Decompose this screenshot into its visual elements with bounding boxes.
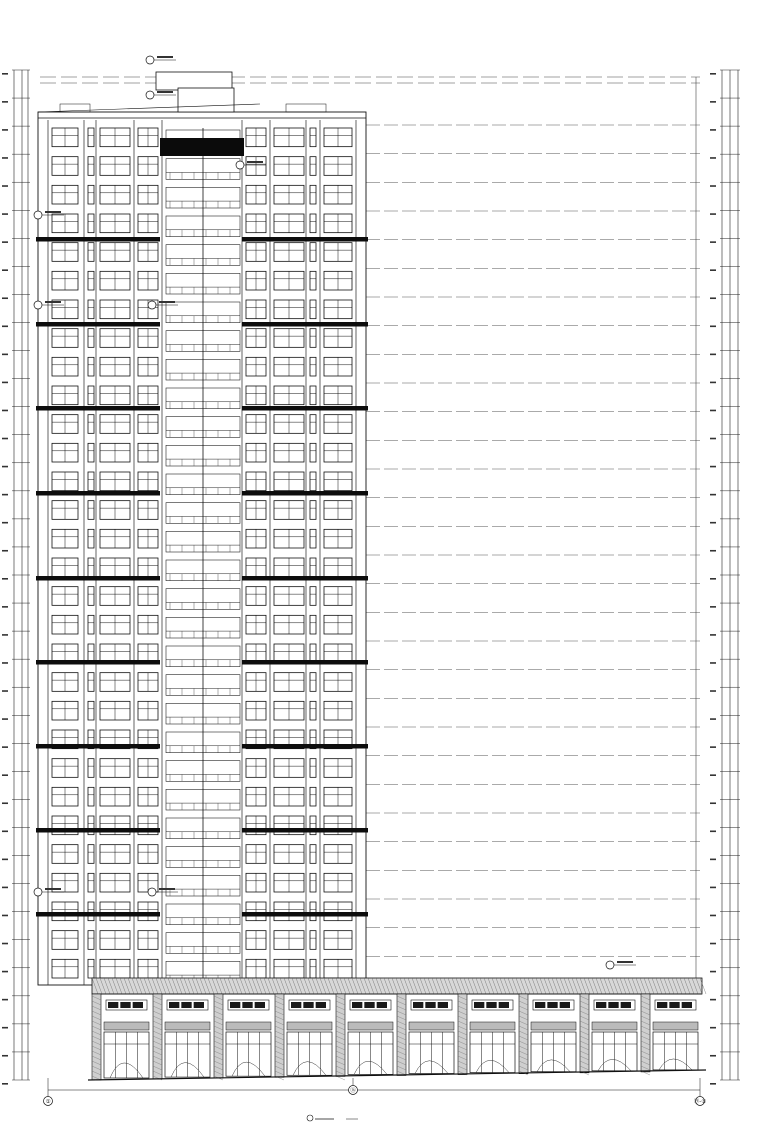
podium-pier	[336, 994, 345, 1076]
dimension-text	[2, 887, 8, 889]
machine-room	[156, 72, 232, 90]
tower-window	[88, 501, 94, 520]
tower-window	[88, 673, 94, 692]
dimension-text	[710, 999, 716, 1001]
tower-window	[88, 787, 94, 806]
tower-window	[88, 329, 94, 348]
detail-note	[159, 301, 175, 303]
tower-window	[88, 587, 94, 606]
detail-bubble	[34, 211, 42, 219]
tower-window	[88, 157, 94, 176]
dimension-text	[710, 802, 716, 804]
dimension-text	[710, 690, 716, 692]
upper-glass	[291, 1002, 301, 1008]
upper-glass	[682, 1002, 692, 1008]
upper-glass	[133, 1002, 143, 1008]
dimension-text	[2, 522, 8, 524]
detail-note	[247, 161, 263, 163]
tower-window	[88, 959, 94, 978]
dimension-text	[710, 269, 716, 271]
roof-parapet	[38, 72, 326, 112]
tower-window	[310, 300, 316, 319]
tower-window	[310, 529, 316, 548]
tower-window	[88, 931, 94, 950]
detail-note	[45, 211, 61, 213]
dimension-text	[710, 73, 716, 75]
detail-bubble	[146, 56, 154, 64]
dimension-text	[2, 1083, 8, 1085]
dimension-text	[710, 382, 716, 384]
floor-band	[242, 406, 368, 411]
floor-band	[242, 322, 368, 327]
upper-glass	[413, 1002, 423, 1008]
upper-glass	[608, 1002, 618, 1008]
tower-window	[310, 472, 316, 491]
floor-band	[36, 237, 160, 242]
tower-window	[88, 214, 94, 233]
dimension-text	[710, 662, 716, 664]
shop-canopy	[348, 1022, 393, 1030]
dimension-text	[2, 1027, 8, 1029]
upper-glass	[547, 1002, 557, 1008]
tower-window	[88, 615, 94, 634]
dimension-text	[2, 326, 8, 328]
dimension-text	[710, 1083, 716, 1085]
dimension-text	[710, 494, 716, 496]
podium-facade	[88, 978, 706, 1080]
upper-glass	[596, 1002, 606, 1008]
tower-window	[310, 357, 316, 376]
upper-glass	[316, 1002, 326, 1008]
axis-label: ⑲-①	[693, 1099, 707, 1105]
detail-bubble	[34, 301, 42, 309]
dimension-text	[710, 129, 716, 131]
dimension-text	[710, 887, 716, 889]
dimension-text	[2, 634, 8, 636]
floor-band	[242, 491, 368, 496]
top-dark-band	[160, 138, 244, 156]
dimension-text	[2, 269, 8, 271]
detail-bubble	[606, 961, 614, 969]
tower-window	[310, 787, 316, 806]
tower-window	[88, 529, 94, 548]
dimension-text	[2, 690, 8, 692]
dimension-text	[2, 999, 8, 1001]
tower-window	[310, 443, 316, 462]
dimension-text	[710, 943, 716, 945]
dimension-text	[710, 578, 716, 580]
detail-note	[45, 888, 61, 890]
floor-band	[36, 828, 160, 833]
drawing-title	[306, 1114, 366, 1123]
dimension-text	[2, 213, 8, 215]
upper-glass	[621, 1002, 631, 1008]
floor-band	[36, 406, 160, 411]
tower-window	[310, 558, 316, 577]
floor-band	[36, 744, 160, 749]
tower-window	[88, 558, 94, 577]
tower-window	[310, 902, 316, 921]
detail-bubble	[236, 161, 244, 169]
upper-glass	[657, 1002, 667, 1008]
floor-band	[36, 491, 160, 496]
floor-band	[242, 576, 368, 581]
floor-band	[242, 912, 368, 917]
shop-canopy	[226, 1022, 271, 1030]
tower-window	[88, 128, 94, 147]
tower-window	[88, 185, 94, 204]
dimension-text	[710, 718, 716, 720]
tower-window	[310, 701, 316, 720]
dimension-text	[710, 634, 716, 636]
shop-canopy	[287, 1022, 332, 1030]
floor-band	[36, 322, 160, 327]
dimension-text	[2, 718, 8, 720]
upper-glass	[108, 1002, 118, 1008]
dimension-text	[710, 466, 716, 468]
detail-note	[159, 888, 175, 890]
dimension-text	[2, 831, 8, 833]
dimension-text	[710, 831, 716, 833]
dimension-text	[710, 1055, 716, 1057]
podium-pier	[580, 994, 589, 1073]
upper-glass	[303, 1002, 313, 1008]
shop-canopy	[653, 1022, 698, 1030]
upper-glass	[181, 1002, 191, 1008]
detail-bubble	[146, 91, 154, 99]
tower-window	[310, 128, 316, 147]
detail-bubble	[148, 888, 156, 896]
tower-window	[310, 243, 316, 262]
upper-glass	[438, 1002, 448, 1008]
dimension-text	[2, 662, 8, 664]
upper-glass	[194, 1002, 204, 1008]
tower-window	[310, 214, 316, 233]
dimension-text	[2, 382, 8, 384]
podium-pier	[397, 994, 406, 1076]
dimension-text	[2, 774, 8, 776]
upper-glass	[499, 1002, 509, 1008]
dimension-text	[2, 101, 8, 103]
dimension-text	[2, 129, 8, 131]
tower-facade	[38, 112, 366, 988]
dimension-text	[2, 494, 8, 496]
tower-window	[310, 845, 316, 864]
tower-window	[88, 759, 94, 778]
upper-glass	[669, 1002, 679, 1008]
tower-window	[88, 845, 94, 864]
tower-window	[310, 157, 316, 176]
tower-window	[310, 501, 316, 520]
tower-window	[88, 243, 94, 262]
tower-window	[88, 386, 94, 405]
tower-outline	[38, 112, 366, 985]
floor-band	[242, 237, 368, 242]
upper-glass	[120, 1002, 130, 1008]
upper-glass	[535, 1002, 545, 1008]
tower-window	[88, 357, 94, 376]
detail-note	[157, 56, 173, 58]
dimension-text	[2, 859, 8, 861]
dimension-text	[710, 157, 716, 159]
dimension-text	[710, 438, 716, 440]
shop-canopy	[104, 1022, 149, 1030]
upper-glass	[364, 1002, 374, 1008]
upper-glass	[352, 1002, 362, 1008]
axis-label: ①	[45, 1099, 51, 1105]
upper-glass	[169, 1002, 179, 1008]
dimension-text	[710, 185, 716, 187]
floor-band	[242, 744, 368, 749]
dimension-text	[2, 550, 8, 552]
tower-window	[88, 472, 94, 491]
axis-label: ⑯	[350, 1088, 356, 1094]
dimension-text	[710, 354, 716, 356]
dimension-text	[2, 157, 8, 159]
dimension-text	[710, 859, 716, 861]
detail-bubble	[34, 888, 42, 896]
detail-note	[617, 961, 633, 963]
tower-window	[310, 587, 316, 606]
tower-window	[310, 873, 316, 892]
floor-band	[242, 828, 368, 833]
parapet-detail	[286, 104, 326, 112]
tower-window	[310, 271, 316, 290]
dimension-text	[2, 438, 8, 440]
dimension-text	[710, 522, 716, 524]
shop-canopy	[409, 1022, 454, 1030]
dimension-text	[2, 606, 8, 608]
dimension-text	[710, 410, 716, 412]
dimension-text	[2, 746, 8, 748]
detail-bubble	[148, 301, 156, 309]
dimension-text	[2, 241, 8, 243]
dimension-text	[2, 802, 8, 804]
dimension-text	[710, 213, 716, 215]
floor-band	[36, 576, 160, 581]
grid-axes	[44, 1078, 707, 1106]
dimension-text	[710, 746, 716, 748]
tower-window	[310, 185, 316, 204]
dimension-text	[710, 971, 716, 973]
detail-note	[45, 301, 61, 303]
tower-window	[88, 644, 94, 663]
dimension-text	[2, 971, 8, 973]
dimension-text	[710, 297, 716, 299]
dimension-text	[2, 943, 8, 945]
upper-glass	[377, 1002, 387, 1008]
dimension-text	[710, 774, 716, 776]
dimension-text	[2, 466, 8, 468]
tower-window	[88, 300, 94, 319]
tower-window	[88, 701, 94, 720]
dimension-text	[710, 241, 716, 243]
dimension-text	[710, 1027, 716, 1029]
dimension-text	[2, 297, 8, 299]
floor-band	[242, 660, 368, 665]
tower-window	[310, 931, 316, 950]
tower-window	[310, 615, 316, 634]
shop-canopy	[470, 1022, 515, 1030]
tower-window	[88, 902, 94, 921]
tower-window	[310, 673, 316, 692]
tower-window	[310, 959, 316, 978]
shop-canopy	[592, 1022, 637, 1030]
dimension-text	[710, 606, 716, 608]
dimension-text	[2, 185, 8, 187]
dimension-text	[2, 354, 8, 356]
shop-canopy	[165, 1022, 210, 1030]
upper-glass	[560, 1002, 570, 1008]
podium-pier	[92, 994, 101, 1080]
tower-window	[310, 329, 316, 348]
stair-core-top	[178, 88, 234, 112]
tower-window	[310, 386, 316, 405]
left-dimension-chain	[2, 70, 30, 1085]
dimension-text	[2, 578, 8, 580]
dimension-text	[2, 73, 8, 75]
upper-glass	[425, 1002, 435, 1008]
dimension-text	[2, 410, 8, 412]
tower-window	[310, 644, 316, 663]
detail-note	[157, 91, 173, 93]
upper-glass	[242, 1002, 252, 1008]
tower-window	[88, 443, 94, 462]
floor-band	[36, 912, 160, 917]
tower-window	[88, 873, 94, 892]
dimension-text	[710, 326, 716, 328]
tower-window	[310, 415, 316, 434]
dimension-text	[2, 915, 8, 917]
dimension-text	[710, 101, 716, 103]
floor-band	[36, 660, 160, 665]
upper-glass	[255, 1002, 265, 1008]
tower-window	[88, 271, 94, 290]
dimension-text	[710, 550, 716, 552]
upper-glass	[486, 1002, 496, 1008]
upper-glass	[230, 1002, 240, 1008]
shop-canopy	[531, 1022, 576, 1030]
dimension-text	[710, 915, 716, 917]
right-dimension-chain	[710, 70, 740, 1085]
tower-window	[310, 759, 316, 778]
dimension-text	[2, 1055, 8, 1057]
upper-glass	[474, 1002, 484, 1008]
tower-window	[88, 415, 94, 434]
